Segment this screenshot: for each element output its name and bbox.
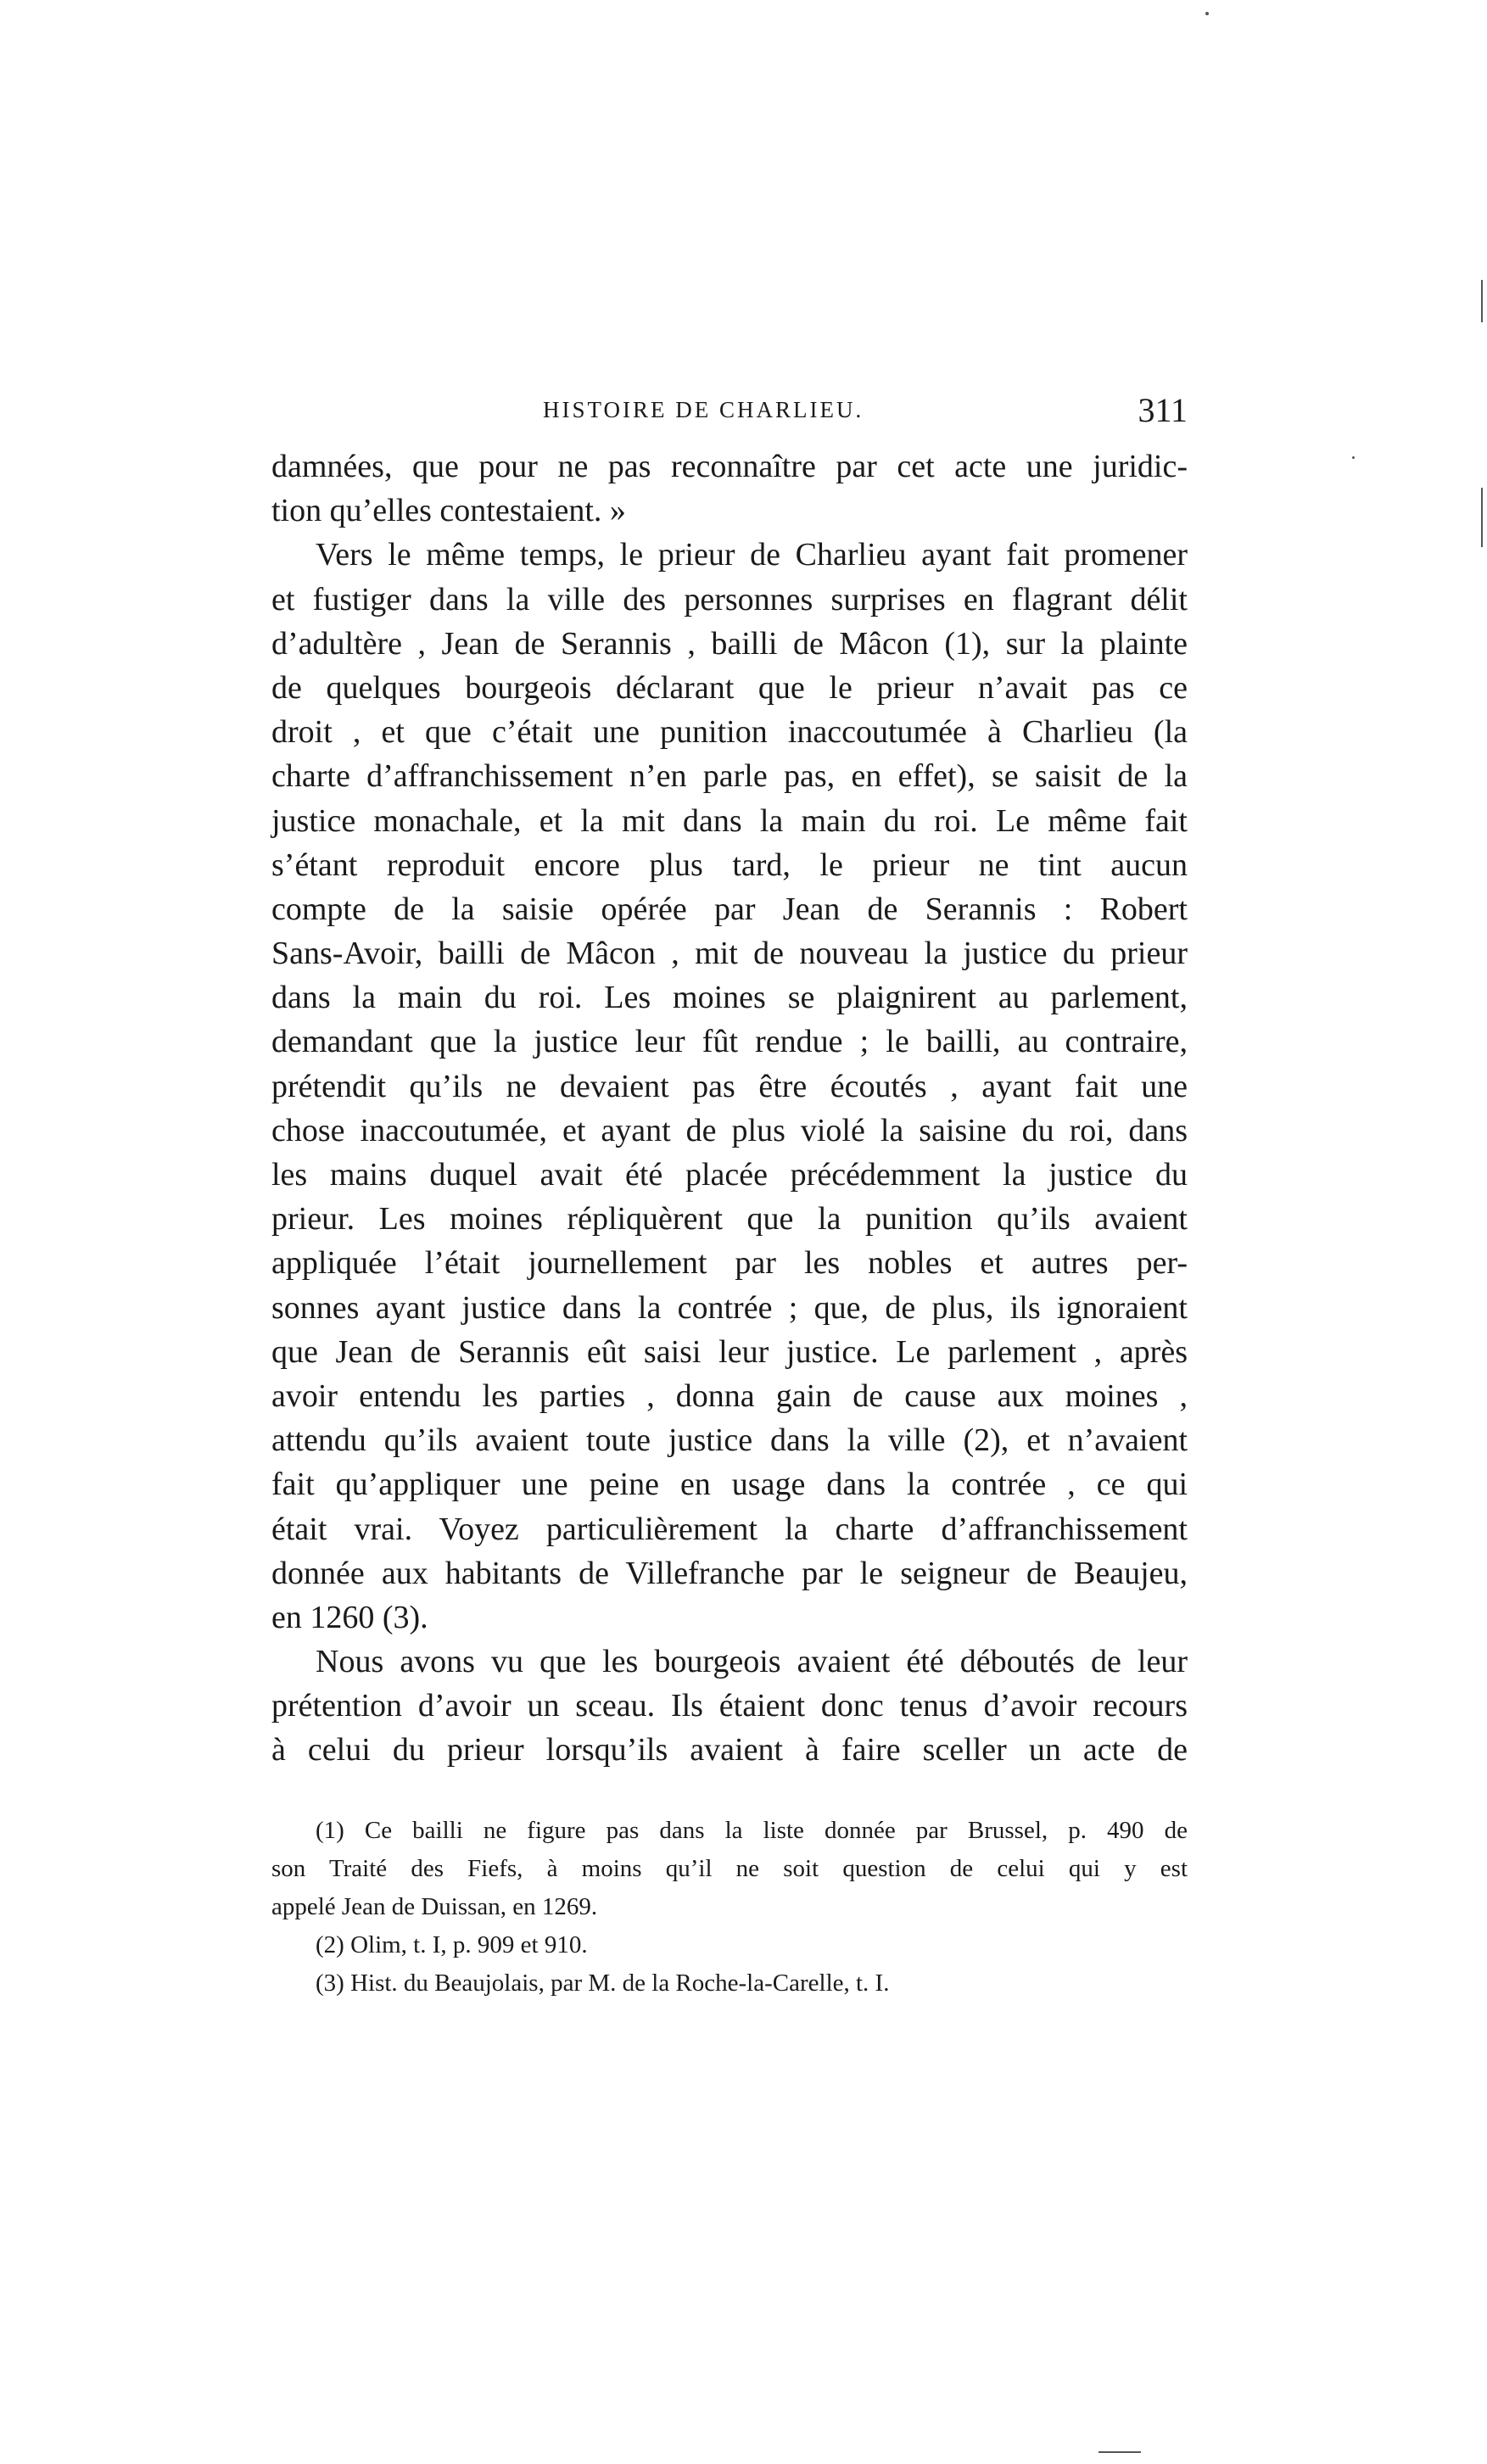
text-line: s’étant reproduit encore plus tard, le prieur ne tint aucun (271, 846, 1188, 883)
text-line: était vrai. Voyez particulièrement la charte d’affranchissement (271, 1511, 1188, 1547)
text-line: charte d’affranchissement n’en parle pas, en effet), se saisit de la (271, 758, 1188, 795)
text-line: attendu qu’ils avaient toute justice dans la ville (2), et n’avaient (271, 1422, 1188, 1459)
text-line: les mains duquel avait été placée précédemment la justice du (271, 1157, 1188, 1193)
text-line: d’adultère , Jean de Serannis , bailli de Mâcon (1), sur la plainte (271, 625, 1188, 662)
text-line: donnée aux habitants de Villefranche par le seigneur de Beaujeu, (271, 1555, 1188, 1591)
text-line: en 1260 (3). (271, 1599, 428, 1635)
text-line: prétendit qu’ils ne devaient pas être écoutés , ayant fait une (271, 1068, 1188, 1104)
text-line: demandant que la justice leur fût rendue ; le bailli, au contraire, (271, 1024, 1188, 1060)
scan-mark (1352, 456, 1355, 459)
text-line: droit , et que c’était une punition inaccoutumée à Charlieu (la (271, 714, 1188, 751)
text-line: justice monachale, et la mit dans la main du roi. Le même fait (271, 802, 1188, 839)
scan-mark (1205, 12, 1209, 15)
text-line: avoir entendu les parties , donna gain de cause aux moines , (271, 1377, 1188, 1414)
text-line: à celui du prieur lorsqu’ils avaient à faire sceller un acte de (271, 1732, 1188, 1768)
text-line: Nous avons vu que les bourgeois avaient été déboutés de leur (316, 1644, 1188, 1680)
text-line: chose inaccoutumée, et ayant de plus violé la saisine du roi, dans (271, 1112, 1188, 1148)
footnote-line: (1) Ce bailli ne figure pas dans la liste donnée par Brussel, p. 490 de (316, 1817, 1188, 1844)
text-line: et fustiger dans la ville des personnes surprises en flagrant délit (271, 581, 1188, 617)
footnote-line: (2) Olim, t. I, p. 909 et 910. (316, 1931, 588, 1958)
text-line: compte de la saisie opérée par Jean de Serannis : Robert (271, 891, 1188, 927)
running-title: HISTOIRE DE CHARLIEU. (543, 397, 864, 422)
text-line: de quelques bourgeois déclarant que le prieur n’avait pas ce (271, 669, 1188, 706)
page-header (271, 391, 1188, 439)
text-line: sonnes ayant justice dans la contrée ; que, de plus, ils ignoraient (271, 1289, 1188, 1326)
text-line: damnées, que pour ne pas reconnaître par cet acte une juridic- (271, 449, 1188, 484)
scan-mark (1098, 2451, 1141, 2453)
text-line: prieur. Les moines répliquèrent que la punition qu’ils avaient (271, 1201, 1188, 1238)
footnote-line: son Traité des Fiefs, à moins qu’il ne soit question de celui qui y est (271, 1855, 1188, 1882)
footnotes (271, 1812, 1188, 2003)
text-line: que Jean de Serannis eût saisi leur justice. Le parlement , après (271, 1333, 1188, 1370)
scan-mark (1481, 280, 1483, 322)
text-line: dans la main du roi. Les moines se plaignirent au parlement, (271, 980, 1188, 1016)
footnote-line: appelé Jean de Duissan, en 1269. (271, 1893, 598, 1920)
page-number: 311 (1138, 391, 1188, 429)
text-line: Sans-Avoir, bailli de Mâcon , mit de nouveau la justice du prieur (271, 936, 1188, 972)
footnote-line: (3) Hist. du Beaujolais, par M. de la Roche-la-Carelle, t. I. (316, 1970, 890, 1997)
text-line: tion qu’elles contestaient. » (271, 493, 626, 529)
text-line: appliquée l’était journellement par les nobles et autres per- (271, 1245, 1188, 1282)
scan-mark (1481, 488, 1483, 547)
text-line: fait qu’appliquer une peine en usage dans la contrée , ce qui (271, 1467, 1188, 1503)
text-line: Vers le même temps, le prieur de Charlieu ayant fait promener (316, 537, 1188, 573)
text-line: prétention d’avoir un sceau. Ils étaient donc tenus d’avoir recours (271, 1688, 1188, 1724)
body-text (271, 444, 1188, 1773)
